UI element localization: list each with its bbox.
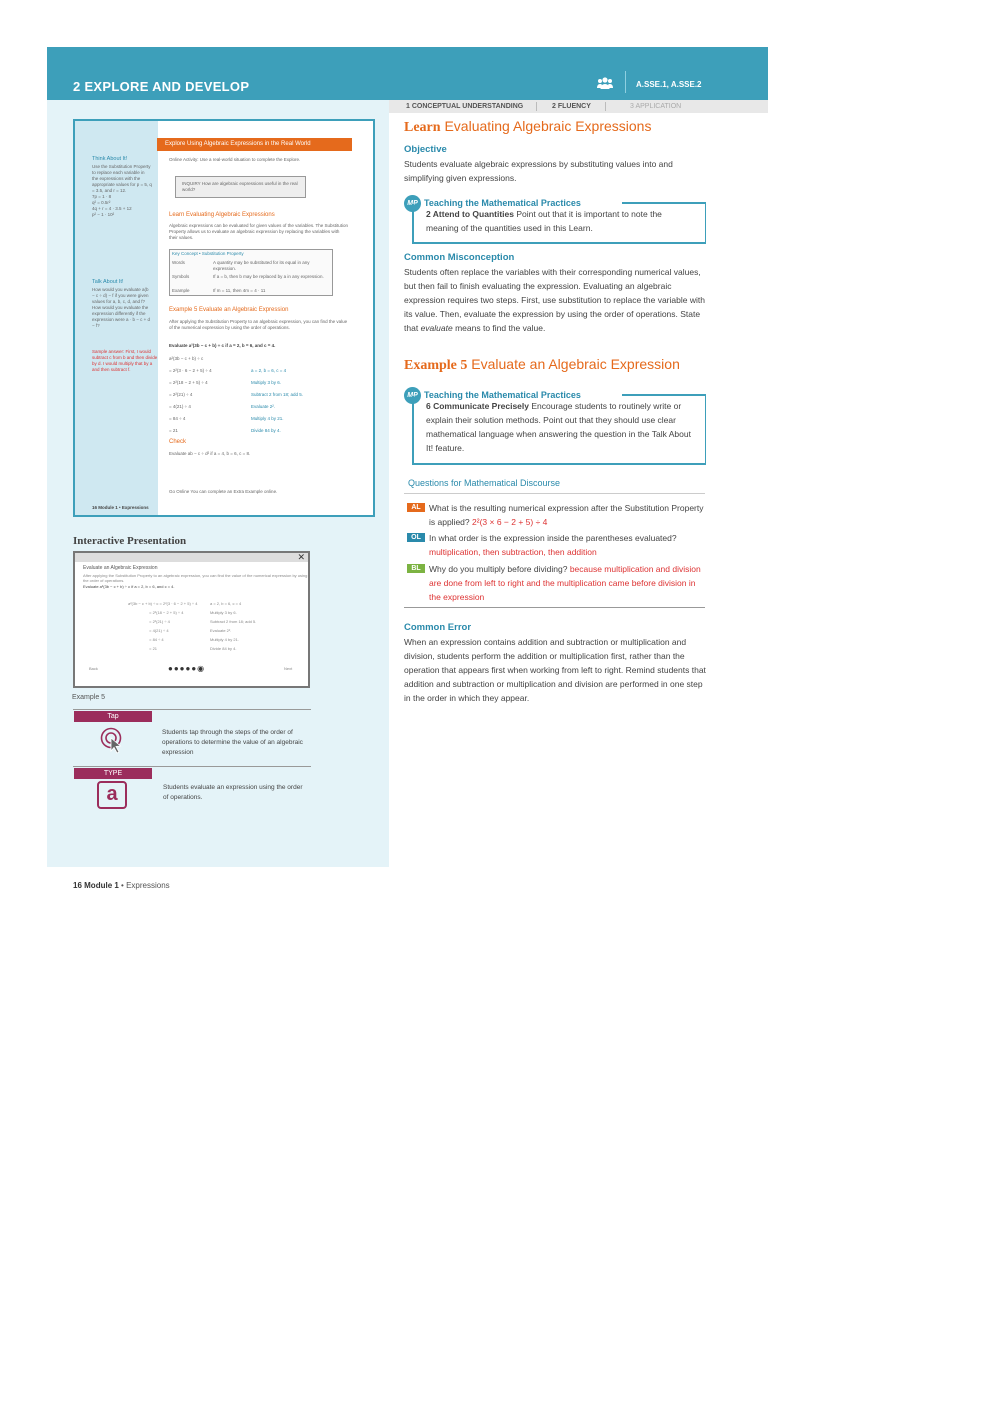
section-title: 2 EXPLORE AND DEVELOP bbox=[73, 79, 250, 94]
footer-separator: • bbox=[121, 881, 124, 890]
objective-heading: Objective bbox=[404, 144, 447, 155]
section-header-band bbox=[47, 47, 768, 100]
level-badge: BL bbox=[407, 564, 425, 573]
example-mp-practice: 6 Communicate Precisely bbox=[426, 401, 529, 411]
type-description: Students evaluate an expression using the order of operations. bbox=[163, 784, 303, 801]
interactive-presentation-window: ✕ Evaluate an Algebraic Expression After applying the Substitution Property to an algebraic expression, you can find the value of the numerical expression by using the order of operations. Evaluate a²(3b − c + b) ÷ c if a = 2, b = 6, and c = 4. a²(3b − c + b) ÷ c = 2²(3 · 6 − 2 + 5) ÷ 4 = 2²(18 − 2 + 5) ÷ 4 = 2²(21) ÷ 4 = 4(21) ÷ 4 = 84 ÷ 4 = 21 a = 2, b = 6, c = 4 Multiply 3 by 6. Subtract 2 from 18; add 5. Evaluate 2². Multiply 4 by 21. Divide 84 by 4. Back ●●●●●◉ Next bbox=[73, 551, 310, 688]
thumbnail-think-about-it: Think About It! bbox=[92, 156, 128, 162]
understanding-tabs bbox=[389, 100, 768, 113]
objective-text: Students evaluate algebraic expressions by substituting values into and simplifying given expressions. bbox=[404, 159, 673, 183]
learn-mp-box bbox=[404, 198, 706, 248]
next-button[interactable]: Next bbox=[284, 666, 293, 671]
type-icon: a bbox=[97, 781, 127, 809]
example-mp-heading: Teaching the Mathematical Practices bbox=[424, 390, 581, 400]
tap-icon bbox=[100, 727, 126, 755]
questions-heading: Questions for Mathematical Discourse bbox=[408, 478, 561, 488]
example-mp-box bbox=[404, 390, 706, 468]
learn-mp-text: Point out that it is important to note the meaning of the quantities used in this Learn. bbox=[426, 209, 662, 233]
example-mp-text: Encourage students to routinely write or explain their solution methods. Point out that they should use clear mathematical language when answering the question in the Talk About It! feature. bbox=[426, 401, 691, 453]
tab-application: 3 APPLICATION bbox=[630, 103, 682, 110]
learn-mp-practice: 2 Attend to Quantities bbox=[426, 209, 514, 219]
level-badge: OL bbox=[407, 533, 425, 542]
answer: because multiplication and division are done from left to right and the multiplication came before division in the expression bbox=[429, 564, 701, 602]
answer: multiplication, then subtraction, then addition bbox=[429, 547, 597, 557]
standards-label: A.SSE.1, A.SSE.2 bbox=[636, 80, 702, 89]
step-dots[interactable]: ●●●●●◉ bbox=[168, 664, 206, 673]
thumbnail-example: Example 5 Evaluate an Algebraic Expression bbox=[169, 307, 289, 313]
header-divider bbox=[625, 71, 626, 93]
type-label: TYPE bbox=[74, 768, 152, 779]
example-label: Example 5 bbox=[404, 358, 468, 373]
misconception-text: Students often replace the variables with their corresponding numerical values, but then fail to finish evaluating the expression. Evaluating an algebraic expression requires two steps. First, use substitution to replace the variable with its value. Then, evaluate the expression by using the order of operations. State that evaluate means to find the value. bbox=[404, 267, 705, 333]
interactive-caption: Example 5 bbox=[72, 694, 106, 701]
student-page-thumbnail: Explore Using Algebraic Expressions in the Real World Think About It! Use the Substitution Property to replace each variable in the expressions with the appropriate values for p = 5, q = 3.5, and r = 12. 7p = 1 · 8 q² = 0.5r² 4q + r = 4 · 3.5 + 12 p² − 1 · 10² Talk About It! How would you evaluate a(b − c ÷ d) − f if you were given values for a, b, c, d, and f? How would you evaluate the expression differently if the expression were a · b − c + d − f? Sample answer: First, I would subtract c from b and then divide by d. I would multiply that by a and then subtract f. Online Activity: Use a real-world situation to complete the Explore. INQUIRY How are algebraic expressions useful in the real world? Learn Evaluating Algebraic Expressions Algebraic expressions can be evaluated for given values of the variables. The Substitution Property allows us to evaluate an algebraic expression by replacing the variables with their values. Key Concept • Substitution Property Words A quantity may be substituted for its equal in any expression. Symbols If a = b, then b may be replaced by a in any expression. Example If m = 11, then 4m = 4 · 11 Example 5 Evaluate an Algebraic Expression After applying the Substitution Property to an algebraic expression, you can find the value of the numerical expression by using the order of operations. Evaluate a²(3b − c + b) ÷ c if a = 2, b = 6, and c = 4. a²(3b − c + b) ÷ c = 2²(3 · 6 − 2 + 5) ÷ 4 = 2²(18 − 2 + 5) ÷ 4 = 2²(21) ÷ 4 = 4(21) ÷ 4 = 84 ÷ 4 = 21 a = 2, b = 6, c = 4 Multiply 3 by 6. Subtract 2 from 18; add 5. Evaluate 2². Multiply 4 by 21. Divide 84 by 4. Check Evaluate ab − c ÷ d² if a = 4, b = 6, c = 8. Go Online You can complete an Extra Example online. 16 Module 1 • Expressions bbox=[73, 119, 375, 517]
thumbnail-check: Check bbox=[169, 439, 187, 445]
footer-module: Module 1 bbox=[84, 881, 119, 890]
tab-fluency: 2 FLUENCY bbox=[552, 103, 591, 110]
mp-badge-icon: MP bbox=[404, 195, 421, 212]
thumbnail-footer: 16 Module 1 • Expressions bbox=[92, 505, 149, 510]
interactive-presentation-title: Interactive Presentation bbox=[73, 535, 187, 547]
example-heading bbox=[404, 356, 706, 374]
answer: 2²(3 × 6 − 2 + 5) ÷ 4 bbox=[472, 517, 548, 527]
tap-label: Tap bbox=[74, 711, 152, 722]
common-error-heading: Common Error bbox=[404, 622, 472, 633]
mp-badge-icon: MP bbox=[404, 387, 421, 404]
learn-label: Learn bbox=[404, 120, 441, 135]
window-title: Evaluate an Algebraic Expression bbox=[83, 565, 158, 571]
learn-title: Evaluating Algebraic Expressions bbox=[444, 118, 652, 134]
learn-heading bbox=[404, 118, 706, 136]
misconception-heading: Common Misconception bbox=[404, 252, 515, 263]
example-title: Evaluate an Algebraic Expression bbox=[471, 356, 680, 372]
close-icon[interactable]: ✕ bbox=[297, 552, 305, 562]
group-icon bbox=[597, 76, 613, 90]
thumbnail-learn: Learn Evaluating Algebraic Expressions bbox=[169, 212, 275, 218]
tap-description: Students tap through the steps of the order of operations to determine the value of an algebraic expression bbox=[162, 729, 303, 756]
thumbnail-sample-answer: Sample answer: First, I would subtract c from b and then divide by d. I would multiply that by a and then subtract f. bbox=[92, 349, 158, 372]
learn-mp-heading: Teaching the Mathematical Practices bbox=[424, 198, 581, 208]
level-badge: AL bbox=[407, 503, 425, 512]
thumbnail-explore-header: Explore Using Algebraic Expressions in the Real World bbox=[157, 138, 352, 151]
footer-topic: Expressions bbox=[126, 881, 170, 890]
page-footer bbox=[73, 881, 170, 890]
page-number: 16 bbox=[73, 881, 82, 890]
thumbnail-talk-about-it: Talk About It! bbox=[92, 279, 124, 285]
common-error-text: When an expression contains addition and subtraction or multiplication and division, students perform the addition or multiplication first, rather than the operation that appears first when working from left to right. Remind students that addition and subtraction or multiplication and division are performed in one step in the order in which they appear. bbox=[404, 637, 706, 703]
tab-conceptual: 1 CONCEPTUAL UNDERSTANDING bbox=[406, 103, 524, 110]
back-button[interactable]: Back bbox=[89, 666, 98, 671]
